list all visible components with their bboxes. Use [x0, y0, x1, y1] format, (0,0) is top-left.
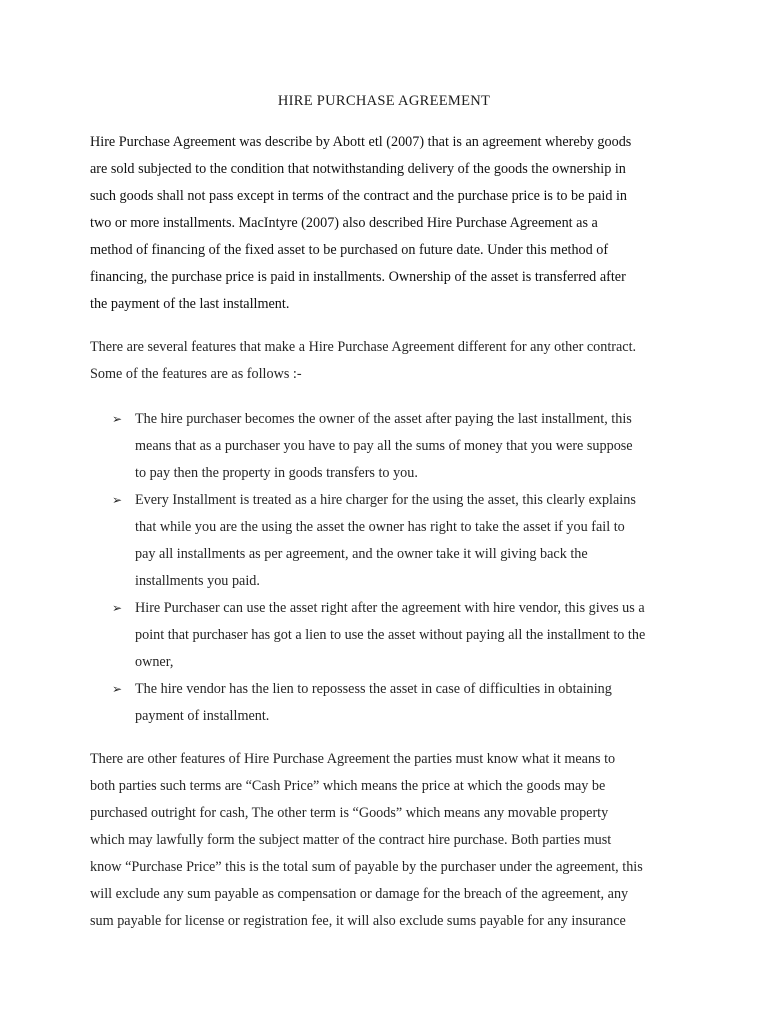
text-line: installments you paid. [135, 573, 260, 589]
text-line: to pay then the property in goods transfers to you. [135, 465, 418, 481]
text-line: Some of the features are as follows :- [90, 366, 302, 382]
text-line: will exclude any sum payable as compensation or damage for the breach of the agreement, any [90, 886, 629, 902]
text-line: Hire Purchase Agreement was describe by Abott etl (2007) that is an agreement whereby goods [90, 134, 632, 150]
text-line: There are several features that make a Hire Purchase Agreement different for any other contract. [90, 339, 637, 355]
arrow-bullet-icon: ➢ [112, 493, 123, 507]
text-line: that while you are the using the asset the owner has right to take the asset if you fail to [135, 519, 625, 535]
features-intro-paragraph [90, 334, 690, 388]
text-line: the payment of the last installment. [90, 296, 290, 312]
text-line: Every Installment is treated as a hire charger for the using the asset, this clearly explains [135, 492, 636, 508]
text-line: Hire Purchaser can use the asset right after the agreement with hire vendor, this gives us a [135, 600, 645, 616]
list-item [0, 406, 768, 487]
list-item [0, 676, 768, 730]
text-line: means that as a purchaser you have to pay all the sums of money that you were suppose [135, 438, 633, 454]
terms-paragraph [90, 746, 690, 935]
text-line: which may lawfully form the subject matter of the contract hire purchase. Both parties must [90, 832, 612, 848]
list-item [0, 487, 768, 595]
arrow-bullet-icon: ➢ [112, 601, 123, 615]
text-line: owner, [135, 654, 174, 670]
list-item [0, 595, 768, 676]
text-line: pay all installments as per agreement, and the owner take it will giving back the [135, 546, 588, 562]
arrow-bullet-icon: ➢ [112, 412, 123, 426]
text-line: know “Purchase Price” this is the total sum of payable by the purchaser under the agreement, this [90, 859, 643, 875]
text-line: sum payable for license or registration fee, it will also exclude sums payable for any insurance [90, 913, 626, 929]
text-line: The hire vendor has the lien to repossess the asset in case of difficulties in obtaining [135, 681, 612, 697]
features-list [0, 406, 768, 730]
text-line: There are other features of Hire Purchase Agreement the parties must know what it means to [90, 751, 616, 767]
text-line: are sold subjected to the condition that notwithstanding delivery of the goods the ownership in [90, 161, 626, 177]
intro-paragraph [90, 129, 690, 318]
arrow-bullet-icon: ➢ [112, 682, 123, 696]
text-line: purchased outright for cash, The other term is “Goods” which means any movable property [90, 805, 609, 821]
text-line: financing, the purchase price is paid in installments. Ownership of the asset is transferred after [90, 269, 626, 285]
document-title: HIRE PURCHASE AGREEMENT [277, 93, 491, 109]
text-line: two or more installments. MacIntyre (2007) also described Hire Purchase Agreement as a [90, 215, 598, 231]
text-line: such goods shall not pass except in terms of the contract and the purchase price is to be paid in [90, 188, 628, 204]
text-line: The hire purchaser becomes the owner of the asset after paying the last installment, this [135, 411, 632, 427]
text-line: both parties such terms are “Cash Price” which means the price at which the goods may be [90, 778, 606, 794]
text-line: payment of installment. [135, 708, 270, 724]
text-line: method of financing of the fixed asset to be purchased on future date. Under this method of [90, 242, 609, 258]
text-line: point that purchaser has got a lien to use the asset without paying all the installment to the [135, 627, 646, 643]
